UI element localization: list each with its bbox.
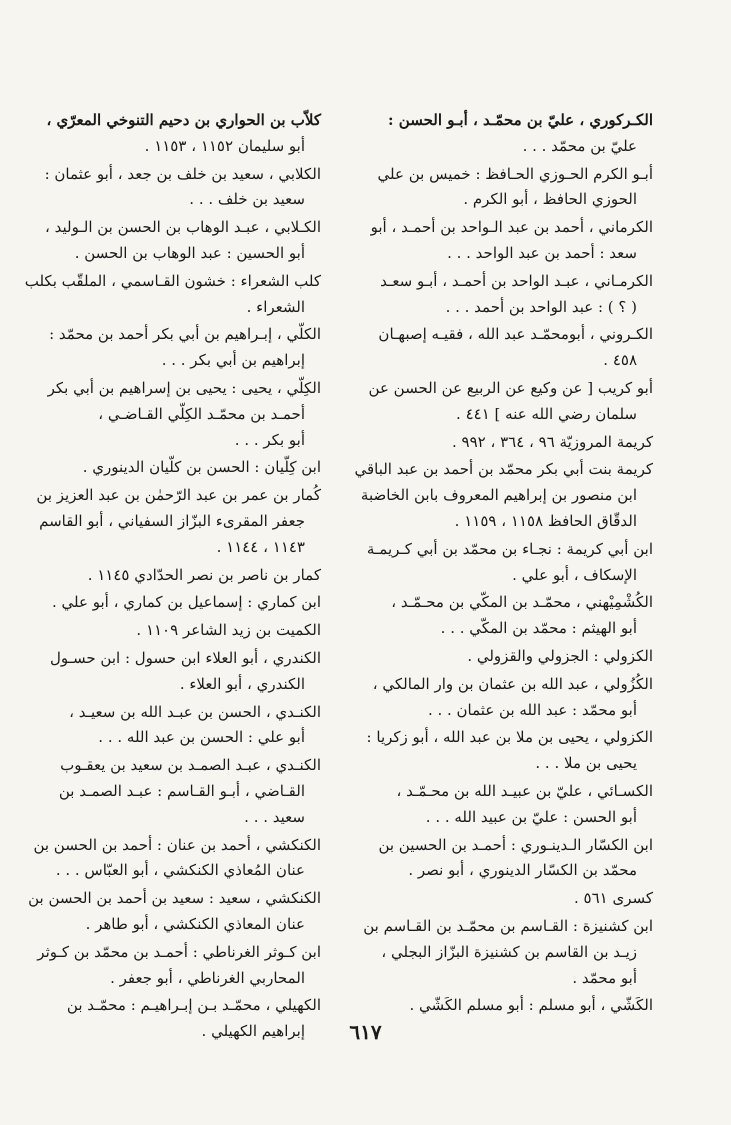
index-entry <box>347 914 653 991</box>
entry-continuation: سعيد بن خلف . . . <box>189 190 305 209</box>
entry-continuation: محمّد بن الكسّار الدينوري ، أبو نصر . <box>408 861 637 880</box>
entry-continuation: أبو محمّد : عبد الله بن عثمان . . . <box>427 700 637 719</box>
entry-heading: الكرماني ، أحمد بن عبد الـواحد بن أحمـد ، أبو <box>370 218 653 237</box>
index-entry <box>15 646 321 698</box>
entry-heading: كسرى ٥٦١ . <box>573 889 653 908</box>
entry-continuation: إبراهيم بن أبي بكر . . . <box>161 351 305 370</box>
entry-continuation: سعيد . . . <box>244 807 305 826</box>
entry-heading: الكرمـاني ، عبـد الواحد بن أحمـد ، أبـو سعـد <box>380 271 653 290</box>
entry-heading: الكلّي ، إبـراهيم بن أبي بكر أحمد بن محمّد : <box>49 325 321 344</box>
entry-heading: الكنكشي ، أحمد بن عنان : أحمد بن الحسن بن <box>33 835 321 854</box>
entry-continuation: الكندري ، أبو العلاء . <box>179 674 305 693</box>
index-entry <box>15 322 321 374</box>
index-entry <box>347 644 653 670</box>
right-column <box>347 108 653 1021</box>
index-entry <box>15 753 321 830</box>
entry-continuation: عليّ بن محمّد . . . <box>522 136 637 155</box>
entry-heading: الكنكشي ، سعيد : سعيد بن أحمد بن الحسن بن <box>28 889 321 908</box>
index-entry <box>347 430 653 456</box>
entry-continuation: زيـد بن القاسم بن كشنيزة البزّاز البجلي ، <box>381 942 637 961</box>
index-entry <box>347 993 653 1019</box>
entry-continuation: ٤٥٨ . <box>603 351 637 370</box>
entry-continuation: إبراهيم الكهيلي . <box>201 1022 305 1041</box>
entry-continuation: أبو محمّد . <box>572 968 637 987</box>
entry-heading: الكنـدي ، عبـد الصمـد بن سعيد بن يعقـوب <box>60 756 321 775</box>
index-entry <box>15 563 321 589</box>
entry-heading: الكنـدي ، الحسن بن عبـد الله بن سعيـد ، <box>69 702 321 721</box>
entry-continuation: الإسكاف ، أبو علي . <box>512 565 637 584</box>
entry-continuation: أبو بكر . . . <box>234 430 305 449</box>
entry-heading: كلب الشعراء : خشون القـاسمي ، الملقّب بكلب <box>24 271 321 290</box>
entry-continuation: أحمـد بن محمّـد الكِلّي القـاضـي ، <box>98 404 305 423</box>
entry-continuation: الشعراء . <box>246 297 305 316</box>
entry-heading: الكـروني ، أبومحمّـد عبد الله ، فقيـه إصبهـان <box>378 325 653 344</box>
index-entry <box>15 162 321 214</box>
index-entry <box>347 725 653 777</box>
index-entry <box>15 618 321 644</box>
entry-continuation: أبو الحسن : عليّ بن عبيد الله . . . <box>425 807 637 826</box>
index-entry <box>347 322 653 374</box>
page-number: ٦١٧ <box>349 1020 382 1044</box>
entry-continuation: عنان المعاذي الكنكشي ، أبو طاهر . <box>85 914 305 933</box>
index-entry <box>347 162 653 214</box>
entry-continuation: جعفر المقرىء البزّاز السفياني ، أبو القاسم <box>39 511 305 530</box>
index-entry <box>15 108 321 160</box>
entry-heading: الكـلابي ، عبـد الوهاب بن الحسن بن الـوليد ، <box>45 218 321 237</box>
entry-continuation: ابن منصور بن إبراهيم المعروف بابن الخاضبة <box>360 486 637 505</box>
entry-heading: كمار بن ناصر بن نصر الحدّادي ١١٤٥ . <box>87 565 321 584</box>
left-column <box>15 108 321 1047</box>
index-entry <box>347 672 653 724</box>
entry-heading: ابن كـوثر الغرناطي : أحمـد بن محمّد بن كـوثر <box>37 942 321 961</box>
entry-heading: الكزولي ، يحيى بن ملا بن عبد الله ، أبو زكريا : <box>366 728 653 747</box>
entry-continuation: سعد : أحمد بن عبد الواحد . . . <box>447 243 637 262</box>
index-entry <box>15 269 321 321</box>
entry-heading: كريمة المروزيّة ٩٦ ، ٣٦٤ ، ٩٩٢ . <box>451 432 653 451</box>
entry-heading: الكميت بن زيد الشاعر ١١٠٩ . <box>136 621 321 640</box>
index-entry <box>15 376 321 453</box>
entry-heading: الكَشّي ، أبو مسلم : أبو مسلم الكَشّي . <box>409 996 653 1015</box>
index-entry <box>15 833 321 885</box>
entry-heading: الكزولي : الجزولي والقزولي . <box>467 646 653 665</box>
index-entry <box>15 590 321 616</box>
entry-heading: ابن كشنيزة : القـاسم بن محمّـد بن القـاسم بن <box>363 916 653 935</box>
index-entry <box>347 215 653 267</box>
entry-continuation: ١١٤٣ ، ١١٤٤ . <box>216 537 305 556</box>
entry-heading: الكلابي ، سعيد بن خلف بن جعد ، أبو عثمان : <box>44 164 321 183</box>
entry-heading: الكندري ، أبو العلاء ابن حسول : ابن حسـول <box>49 648 321 667</box>
entry-continuation: المحاربي الغرناطي ، أبو جعفر . <box>110 968 305 987</box>
entry-continuation: سلمان رضي الله عنه ] ٤٤١ . <box>456 404 637 423</box>
index-entry <box>347 457 653 534</box>
entry-heading: الكـركوري ، عليّ بن محمّـد ، أبـو الحسن : <box>388 111 653 129</box>
entry-heading: أبو كريب [ عن وكيع عن الربيع عن الحسن عن <box>368 378 653 397</box>
index-entry <box>15 215 321 267</box>
index-entry <box>347 108 653 160</box>
entry-continuation: الحوزي الحافظ ، أبو الكرم . <box>463 190 637 209</box>
index-entry <box>347 537 653 589</box>
entry-continuation: ( ؟ ) : عبد الواحد بن أحمد . . . <box>445 297 637 316</box>
entry-heading: الكِلّي ، يحيى : يحيى بن إسراهيم بن أبي بكر <box>47 378 321 397</box>
entry-continuation: القـاضي ، أبـو القـاسم : عبـد الصمـد بن <box>58 781 305 800</box>
entry-continuation: أبو علي : الحسن بن عبد الله . . . <box>98 728 305 747</box>
entry-heading: ابن كِلّيان : الحسن بن كلّيان الدينوري . <box>82 458 321 477</box>
entry-heading: كريمة بنت أبي بكر محمّد بن أحمد بن عبد الباقي <box>354 460 653 479</box>
entry-heading: ابن أبي كريمة : نجـاء بن محمّد بن أبي كـريمـة <box>366 539 653 558</box>
entry-continuation: أبو سليمان ١١٥٢ ، ١١٥٣ . <box>144 136 305 155</box>
index-entry <box>15 700 321 752</box>
entry-heading: الكهيلي ، محمّـد بـن إبـراهيـم : محمّـد بن <box>66 996 321 1015</box>
entry-heading: كلاّب بن الحواري بن دحيم التنوخي المعرّي ، <box>46 111 321 129</box>
index-entry <box>347 590 653 642</box>
entry-heading: كُمار بن عمر بن عبد الرّحمٰن بن عبد العزيز بن <box>36 486 321 505</box>
index-entry <box>347 779 653 831</box>
entry-continuation: أبو الحسين : عبد الوهاب بن الحسن . <box>74 243 305 262</box>
entry-heading: أبـو الكرم الحـوزي الحـافظ : خميس بن علي <box>377 164 653 183</box>
entry-heading: الكسـائي ، عليّ بن عبيـد الله بن محـمّـد ، <box>396 781 653 800</box>
entry-continuation: أبو الهيثم : محمّد بن المكّي . . . <box>440 619 637 638</box>
entry-heading: الكُزُولي ، عبد الله بن عثمان بن وار المالكي ، <box>372 674 653 693</box>
index-entry <box>15 886 321 938</box>
index-entry <box>15 940 321 992</box>
entry-heading: الكُشْمِيْهني ، محمّـد بن المكّي بن محـمّـد ، <box>391 593 653 612</box>
index-entry <box>347 833 653 885</box>
entry-continuation: يحيى بن ملا . . . <box>535 754 637 773</box>
entry-heading: ابن الكسّار الـدينـوري : أحمـد بن الحسين بن <box>378 835 653 854</box>
index-entry <box>15 455 321 481</box>
entry-heading: ابن كماري : إسماعيل بن كماري ، أبو علي . <box>52 593 321 612</box>
entry-continuation: عنان المُعاذي الكنكشي ، أبو العبّاس . . . <box>55 861 305 880</box>
index-entry <box>347 376 653 428</box>
index-entry <box>347 886 653 912</box>
index-entry <box>347 269 653 321</box>
index-entry <box>15 483 321 560</box>
entry-continuation: الدقّاق الحافظ ١١٥٨ ، ١١٥٩ . <box>454 511 637 530</box>
